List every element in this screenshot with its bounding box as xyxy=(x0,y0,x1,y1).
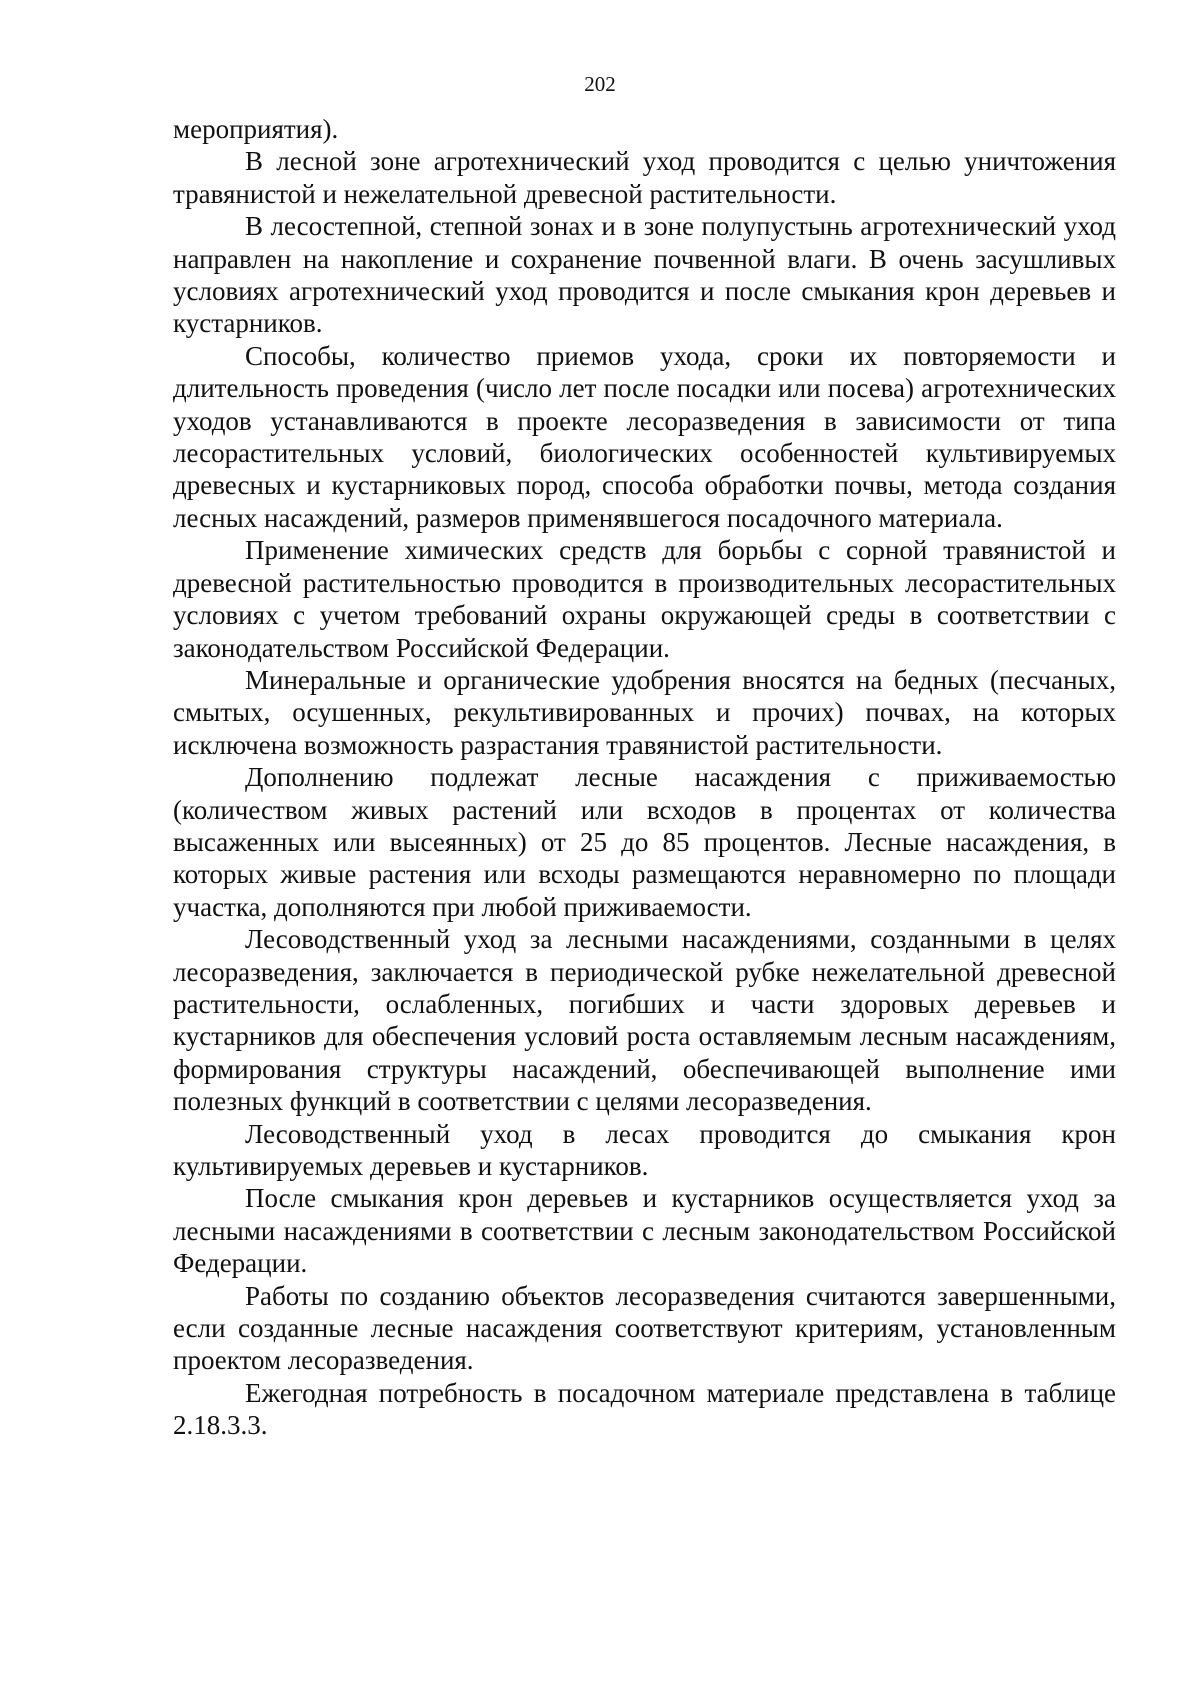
paragraph-12: Ежегодная потребность в посадочном материале представлена в таблице 2.18.3.3. xyxy=(173,1377,1116,1441)
paragraph-1: мероприятия). xyxy=(173,114,339,144)
page-number: 202 xyxy=(584,72,616,96)
paragraph-3: В лесостепной, степной зонах и в зоне полупустынь агротехнический уход направлен на накопление и сохранение почвенной влаги. В очень засушливых условиях агротехнический уход проводится и после смыкания крон деревьев и кустарников. xyxy=(173,211,1116,339)
paragraph-9: Лесоводственный уход в лесах проводится до смыкания крон культивируемых деревьев и кустарников. xyxy=(173,1118,1116,1181)
paragraph-2: В лесной зоне агротехнический уход проводится с целью уничтожения травянистой и нежелательной древесной растительности. xyxy=(173,146,1116,209)
paragraph-4: Способы, количество приемов ухода, сроки их повторяемости и длительность проведения (число лет после посадки или посева) агротехнических уходов устанавливаются в проекте лесоразведения в зависимости от типа лесорастительных условий, биологических особенностей культивируемых древесных и кустарниковых пород, способа обработки почвы, метода создания лесных насаждений, размеров применявшегося посадочного материала. xyxy=(173,340,1116,533)
paragraph-8: Лесоводственный уход за лесными насаждениями, созданными в целях лесоразведения, заключается в периодической рубке нежелательной древесной растительности, ослабленных, погибших и части здоровых деревьев и кустарников для обеспечения условий роста оставляемым лесным насаждениям, формирования структуры насаждений, обеспечивающей выполнение ими полезных функций в соответствии с целями лесоразведения. xyxy=(173,924,1116,1117)
paragraph-11: Работы по созданию объектов лесоразведения считаются завершенными, если созданные лесные насаждения соответствуют критериям, установленным проектом лесоразведения. xyxy=(173,1280,1116,1376)
body-text xyxy=(173,113,1116,1442)
paragraph-6: Минеральные и органические удобрения вносятся на бедных (песчаных, смытых, осушенных, рекультивированных и прочих) почвах, на которых исключена возможность разрастания травянистой растительности. xyxy=(173,664,1116,760)
paragraph-7: Дополнению подлежат лесные насаждения с приживаемостью (количеством живых растений или всходов в процентах от количества высаженных или высеянных) от 25 до 85 процентов. Лесные насаждения, в которых живые растения или всходы размещаются неравномерно по площади участка, дополняются при любой приживаемости. xyxy=(173,762,1116,922)
paragraph-10: После смыкания крон деревьев и кустарников осуществляется уход за лесными насаждениями в соответствии с лесным законодательством Российской Федерации. xyxy=(173,1183,1116,1279)
paragraph-5: Применение химических средств для борьбы с сорной травянистой и древесной растительностью проводится в производительных лесорастительных условиях с учетом требований охраны окружающей среды в соответствии с законодательством Российской Федерации. xyxy=(173,535,1116,663)
